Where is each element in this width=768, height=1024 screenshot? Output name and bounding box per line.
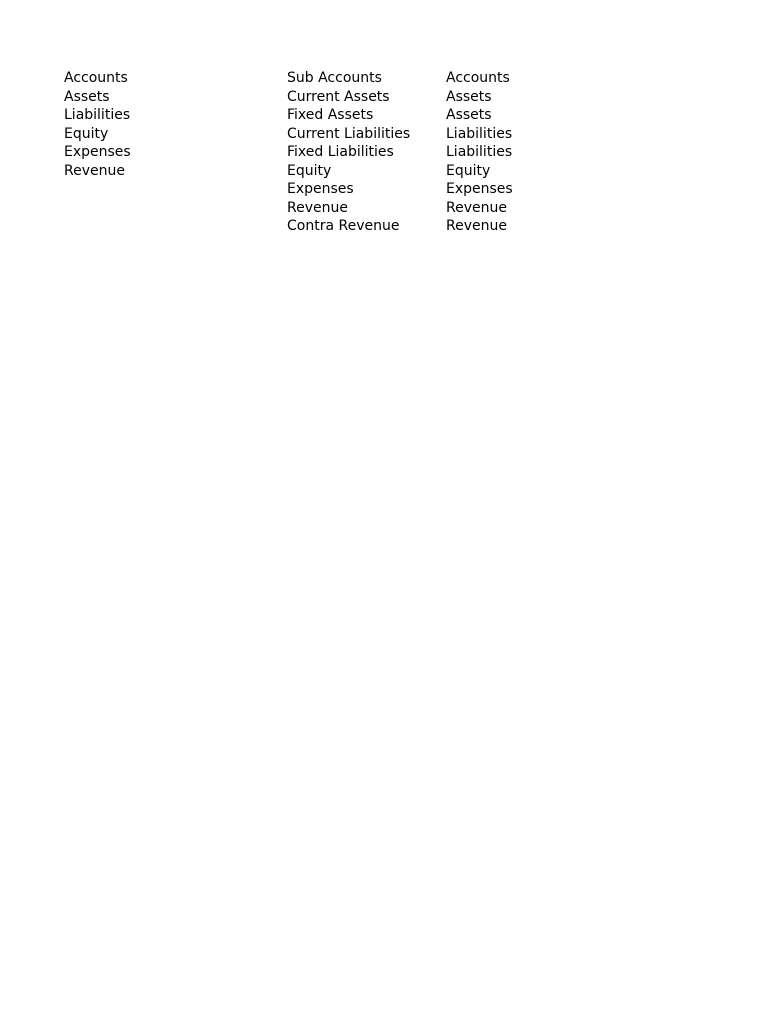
sub-account-cell: Contra Revenue <box>287 218 400 234</box>
sub-account-cell: Expenses <box>287 181 354 197</box>
parent-accounts-header: Accounts <box>446 70 510 86</box>
parent-account-cell: Assets <box>446 107 492 123</box>
account-cell: Revenue <box>64 162 125 179</box>
account-cell: Expenses <box>64 144 131 160</box>
parent-account-cell: Expenses <box>446 181 513 197</box>
sub-account-cell: Current Assets <box>287 88 390 105</box>
account-cell: Equity <box>64 125 109 142</box>
parent-accounts-column <box>446 69 513 236</box>
account-cell: Liabilities <box>64 107 131 123</box>
sub-account-cell: Fixed Assets <box>287 107 374 123</box>
parent-account-cell: Equity <box>446 162 491 179</box>
parent-account-cell: Liabilities <box>446 125 513 142</box>
sub-account-cell: Current Liabilities <box>287 125 411 142</box>
sub-accounts-header: Sub Accounts <box>287 70 382 86</box>
account-cell: Assets <box>64 88 110 105</box>
parent-account-cell: Liabilities <box>446 144 513 160</box>
parent-account-cell: Assets <box>446 88 492 105</box>
accounts-header: Accounts <box>64 70 128 86</box>
sub-account-cell: Revenue <box>287 199 348 216</box>
accounts-column <box>64 69 131 180</box>
parent-account-cell: Revenue <box>446 199 507 216</box>
parent-account-cell: Revenue <box>446 218 507 234</box>
sub-account-cell: Fixed Liabilities <box>287 144 394 160</box>
sub-accounts-column <box>287 69 410 236</box>
sub-account-cell: Equity <box>287 162 332 179</box>
